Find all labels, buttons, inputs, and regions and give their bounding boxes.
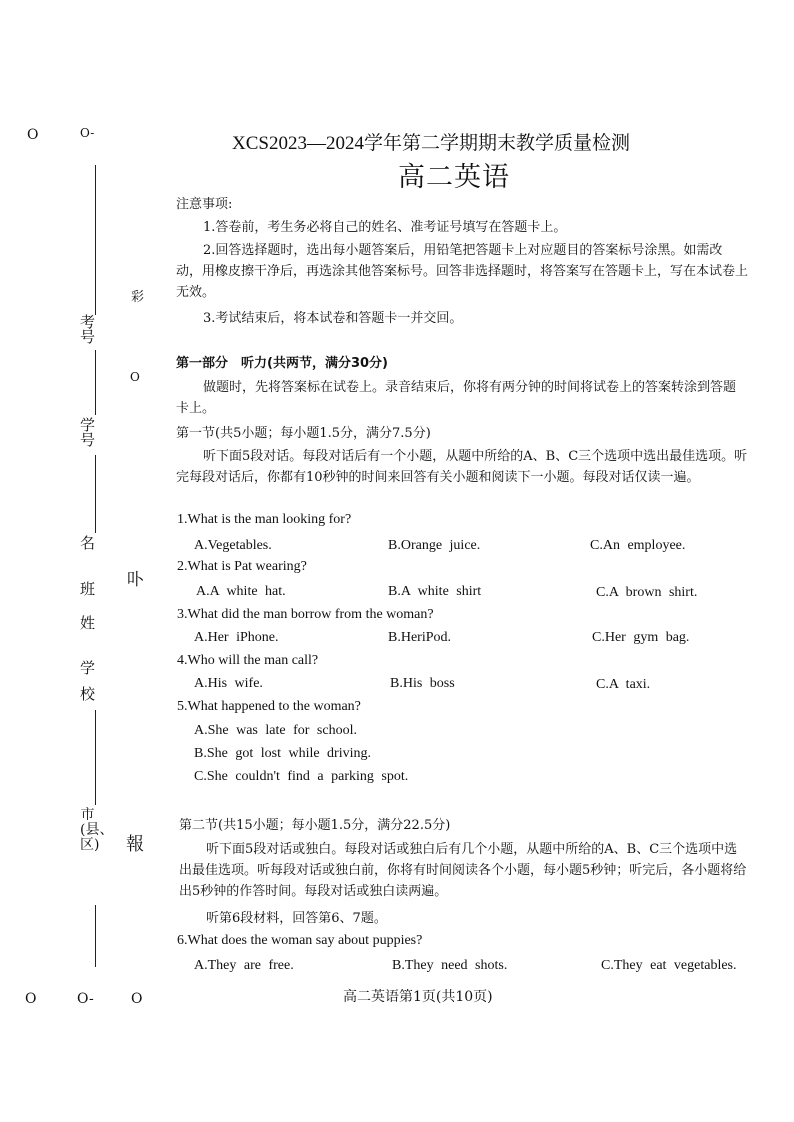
option-c: C.She couldn't find a parking spot.	[194, 769, 409, 784]
option-a: A.Her iPhone.	[194, 630, 279, 645]
exam-title: XCS2023—2024学年第二学期期末教学质量检测	[232, 133, 630, 154]
question-stem: 6.What does the woman say about puppies?	[177, 933, 423, 948]
margin-line	[95, 710, 96, 805]
option-c: C.A taxi.	[596, 677, 651, 692]
margin-mark: O	[130, 370, 140, 384]
option-b: B.His boss	[390, 676, 455, 691]
option-b: B.A white shirt	[388, 584, 482, 599]
notice-heading: 注意事项:	[176, 197, 233, 212]
material-instruction: 听第6段材料，回答第6、7题。	[206, 911, 387, 926]
option-a: A.A white hat.	[196, 584, 286, 599]
margin-circle-mark: O-	[77, 991, 94, 1007]
notice-item-1: 1.答卷前，考生务必将自己的姓名、准考证号填写在答题卡上。	[203, 220, 567, 235]
question-stem: 3.What did the man borrow from the woman?	[177, 607, 434, 622]
school-label: 学校	[80, 659, 96, 703]
margin-circle-mark: O	[25, 991, 37, 1007]
section2-heading: 第二节(共15小题；每小题1.5分，满分22.5分)	[179, 818, 451, 833]
page-footer: 高二英语第1页(共10页)	[343, 989, 493, 1005]
margin-line	[95, 455, 96, 533]
section2-instruction: 听下面5段对话或独白。每段对话或独白后有几个小题，从题中所给的A、B、C三个选项中选出最佳选项。听每段对话或独白前，你将有时间阅读各个小题，每小题5秒钟；听完后，各小题将给出5秒钟的作答时间。每段对话或独白读两遍。	[179, 842, 747, 899]
question-stem: 1.What is the man looking for?	[177, 512, 352, 527]
margin-mark: 卟	[127, 570, 144, 590]
option-a: A.His wife.	[194, 676, 263, 691]
option-b: B.HeriPod.	[388, 630, 451, 645]
margin-mark: 報	[126, 834, 144, 855]
exam-number-label: 考号	[80, 313, 96, 346]
notice-item-3: 3.考试结束后，将本试卷和答题卡一并交回。	[203, 311, 463, 326]
part1-intro: 做题时，先将答案标在试卷上。录音结束后，你将有两分钟的时间将试卷上的答案转涂到答题卡上。	[176, 380, 737, 416]
option-a: A.She was late for school.	[194, 723, 357, 738]
option-c: C.Her gym bag.	[592, 630, 690, 645]
option-c: C.A brown shirt.	[596, 585, 698, 600]
option-b: B.She got lost while driving.	[194, 746, 371, 761]
county-label: 市(县、区)	[80, 807, 114, 853]
option-b: B.Orange juice.	[388, 538, 481, 553]
margin-circle-mark: O	[131, 991, 143, 1007]
option-c: C.An employee.	[590, 538, 686, 553]
name-label: 名	[80, 534, 96, 552]
margin-circle-mark: O	[27, 127, 39, 143]
student-number-label: 学号	[80, 416, 96, 449]
section1-heading: 第一节(共5小题；每小题1.5分，满分7.5分)	[176, 426, 431, 441]
question-stem: 2.What is Pat wearing?	[177, 559, 307, 574]
margin-line	[95, 350, 96, 415]
part1-heading: 第一部分 听力(共两节，满分30分)	[176, 356, 388, 371]
margin-circle-mark: O-	[80, 126, 95, 140]
section1-instruction: 听下面5段对话。每段对话后有一个小题，从题中所给的A、B、C三个选项中选出最佳选项。听完每段对话后，你都有10秒钟的时间来回答有关小题和阅读下一小题。每段对话仅读一遍。	[176, 449, 748, 485]
option-c: C.They eat vegetables.	[601, 958, 737, 973]
notice-item-2: 2.回答选择题时，选出每小题答案后，用铅笔把答题卡上对应题目的答案标号涂黑。如需改动，用橡皮擦干净后，再选涂其他答案标号。回答非选择题时，将答案写在答题卡上，写在本试卷上无效。	[176, 243, 749, 300]
question-stem: 4.Who will the man call?	[177, 653, 319, 668]
class-name-label: 班 姓	[80, 580, 111, 632]
margin-mark: 彩	[131, 290, 145, 305]
option-b: B.They need shots.	[392, 958, 508, 973]
subject-title: 高二英语	[398, 162, 510, 193]
option-a: A.They are free.	[194, 958, 294, 973]
margin-line	[95, 905, 96, 967]
margin-line	[95, 165, 96, 315]
question-stem: 5.What happened to the woman?	[177, 699, 361, 714]
option-a: A.Vegetables.	[194, 538, 272, 553]
